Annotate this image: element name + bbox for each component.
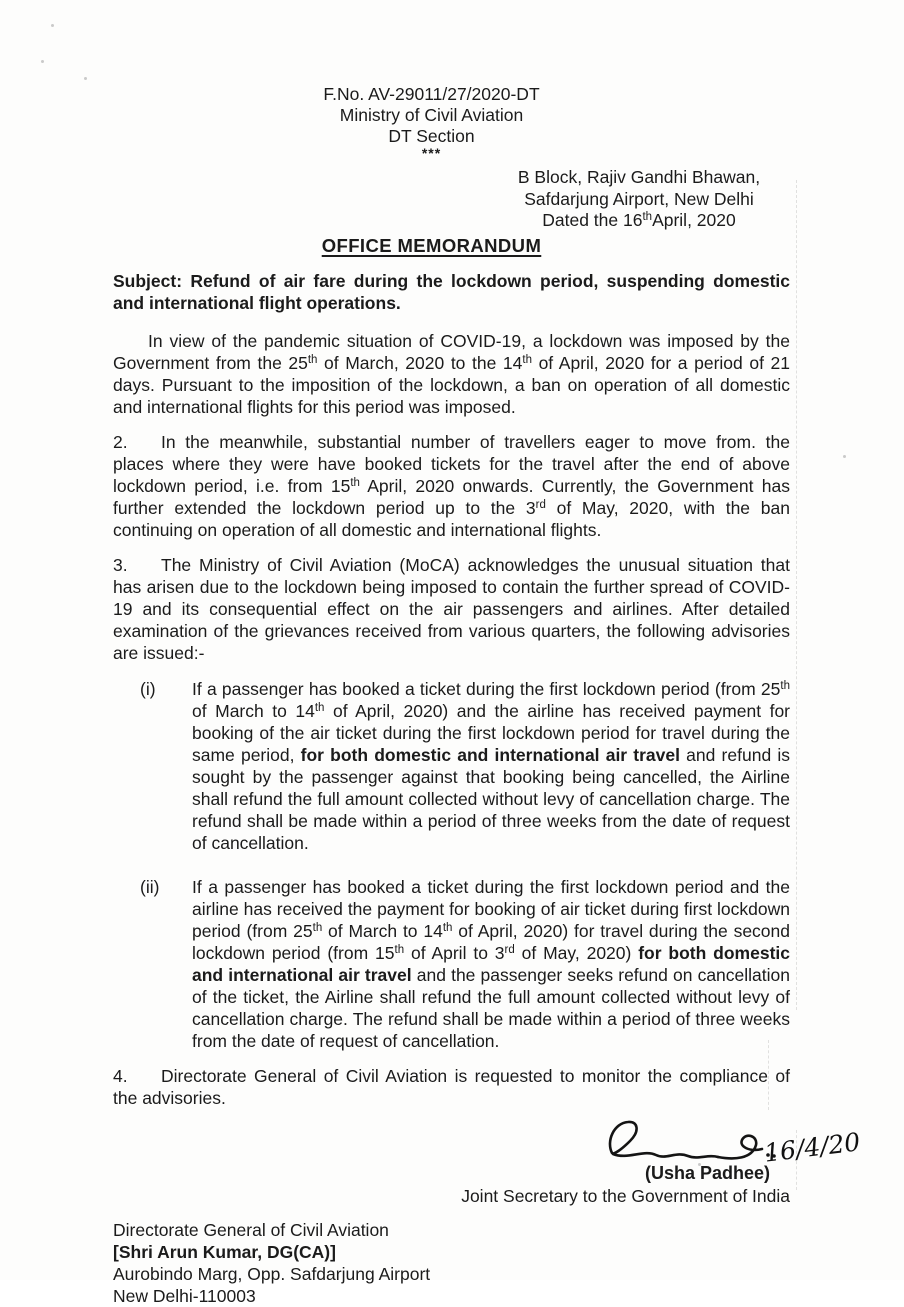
advisory-item-i	[113, 678, 790, 854]
letterhead-block	[93, 84, 770, 160]
advisory-item-ii	[113, 876, 790, 1052]
memo-title-row	[93, 235, 770, 257]
recipient-officer: [Shri Arun Kumar, DG(CA)]	[113, 1241, 336, 1262]
paragraph-3	[113, 554, 790, 664]
advisory-i-marker: (i)	[140, 678, 156, 699]
office-address-line1: B Block, Rajiv Gandhi Bhawan,	[517, 167, 761, 187]
recipient-city: New Delhi-110003	[113, 1285, 256, 1306]
paragraph-4-text: Directorate General of Civil Aviation is requested to monitor the compliance of the advisories.	[113, 1065, 790, 1108]
paragraph-3-text: The Ministry of Civil Aviation (MoCA) acknowledges the unusual situation that has arisen due to the lockdown being imposed to contain the further spread of COVID-19 and its consequential effect on the air passengers and airlines. After detailed examination of the grievances received from various quarters, the following advisories are issued:-	[113, 554, 790, 663]
paragraph-2	[113, 431, 790, 541]
scan-speck	[41, 60, 44, 63]
memo-title: OFFICE MEMORANDUM	[321, 234, 542, 256]
memo-content	[113, 84, 862, 1307]
office-address-line2: Safdarjung Airport, New Delhi	[524, 188, 754, 209]
advisory-i-text: If a passenger has booked a ticket during the first lockdown period (from 25th of March to 14th of April, 2020) and the airline has received payment for booking of the air ticket during the first lockdown period for travel during the same period, for both domestic and international air travel and refund is sought by the passenger against that booking being cancelled, the Airline shall refund the full amount collected without levy of cancellation charge. The refund shall be made within a period of three weeks from the date of request of cancellation.	[192, 678, 790, 853]
scan-speck	[51, 24, 54, 27]
scan-speck	[843, 455, 846, 458]
paragraph-2-number: 2.	[113, 431, 128, 452]
recipient-address-block	[113, 1219, 790, 1307]
advisory-ii-marker: (ii)	[140, 876, 160, 897]
paragraph-2-text: In the meanwhile, substantial number of travellers eager to move from. the places where they were have booked tickets for the travel after the end of above lockdown period, i.e. from 15th April, 2020 onwards. Currently, the Government has further extended the lockdown period up to the 3rd of May, 2020, with the ban continuing on operation of all domestic and international flights.	[113, 431, 790, 540]
subject-line: Subject: Refund of air fare during the lockdown period, suspending domestic and international flight operations.	[113, 270, 790, 313]
scan-speck	[84, 77, 87, 80]
recipient-street: Aurobindo Marg, Opp. Safdarjung Airport	[113, 1263, 431, 1284]
memo-date-line: Dated the 16thApril, 2020	[542, 210, 736, 230]
signatory-designation: Joint Secretary to the Government of India	[461, 1185, 790, 1206]
scan-fold-line	[796, 180, 797, 1010]
signatory-name: (Usha Padhee)	[644, 1162, 770, 1183]
file-number: F.No. AV-29011/27/2020-DT	[323, 84, 540, 104]
handwritten-date: 16/4/20	[762, 1126, 862, 1168]
section-name: DT Section	[388, 126, 475, 146]
ministry-name: Ministry of Civil Aviation	[339, 105, 524, 125]
signature-image	[600, 1115, 778, 1169]
signature-block	[113, 1113, 862, 1206]
paragraph-1: In view of the pandemic situation of COVID-19, a lockdown was imposed by the Government from the 25th of March, 2020 to the 14th of April, 2020 for a period of 21 days. Pursuant to the imposition of the lockdown, a ban on operation of all domestic and international flights for this period was imposed.	[113, 330, 790, 417]
recipient-org: Directorate General of Civil Aviation	[113, 1219, 389, 1240]
office-address-block	[483, 167, 795, 232]
paragraph-4	[113, 1065, 790, 1109]
paragraph-4-number: 4.	[113, 1065, 128, 1086]
paragraph-3-number: 3.	[113, 554, 128, 575]
separator-stars: ***	[421, 145, 442, 161]
advisory-ii-text: If a passenger has booked a ticket during the first lockdown period and the airline has received the payment for booking of air ticket during first lockdown period (from 25th of March to 14th of April, 2020) for travel during the second lockdown period (from 15th of April to 3rd of May, 2020) for both domestic and international air travel and the passenger seeks refund on cancellation of the ticket, the Airline shall refund the full amount collected without levy of cancellation charge. The refund shall be made within a period of three weeks from the date of request of cancellation.	[192, 876, 791, 1051]
